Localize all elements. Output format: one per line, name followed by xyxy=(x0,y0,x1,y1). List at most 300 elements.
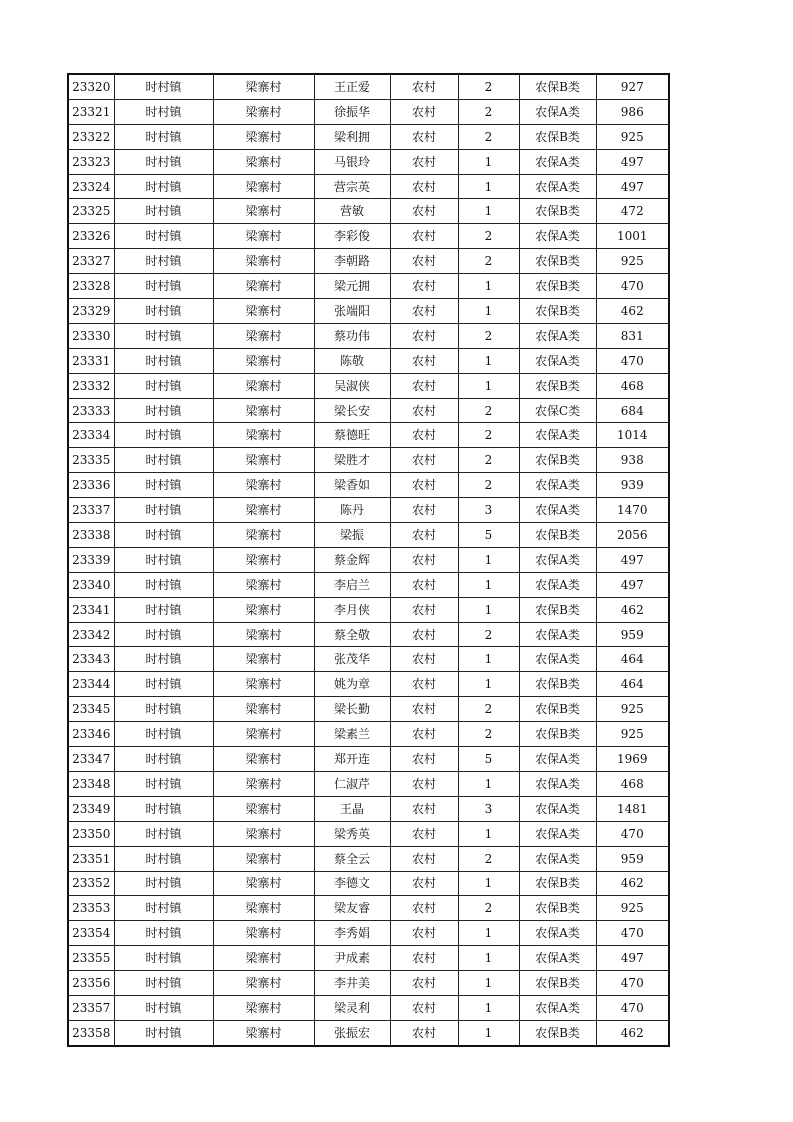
village-cell: 梁寨村 xyxy=(213,498,314,523)
table-row xyxy=(68,199,669,224)
name-cell: 张端阳 xyxy=(314,299,390,324)
amount-cell: 959 xyxy=(596,622,669,647)
town-cell: 时村镇 xyxy=(114,747,213,772)
id-cell: 23358 xyxy=(68,1020,114,1045)
town-cell: 时村镇 xyxy=(114,398,213,423)
village-cell: 梁寨村 xyxy=(213,99,314,124)
household-count-cell: 2 xyxy=(458,722,519,747)
table-row xyxy=(68,796,669,821)
household-count-cell: 2 xyxy=(458,224,519,249)
village-cell: 梁寨村 xyxy=(213,174,314,199)
id-cell: 23328 xyxy=(68,274,114,299)
table-row xyxy=(68,249,669,274)
household-count-cell: 2 xyxy=(458,846,519,871)
village-cell: 梁寨村 xyxy=(213,299,314,324)
area-type-cell: 农村 xyxy=(390,523,458,548)
area-type-cell: 农村 xyxy=(390,124,458,149)
village-cell: 梁寨村 xyxy=(213,274,314,299)
name-cell: 梁利拥 xyxy=(314,124,390,149)
id-cell: 23346 xyxy=(68,722,114,747)
village-cell: 梁寨村 xyxy=(213,249,314,274)
table-row xyxy=(68,498,669,523)
household-count-cell: 2 xyxy=(458,398,519,423)
category-cell: 农保B类 xyxy=(519,971,596,996)
category-cell: 农保A类 xyxy=(519,498,596,523)
id-cell: 23323 xyxy=(68,149,114,174)
table-row xyxy=(68,224,669,249)
household-count-cell: 2 xyxy=(458,249,519,274)
table-row xyxy=(68,547,669,572)
amount-cell: 470 xyxy=(596,995,669,1020)
town-cell: 时村镇 xyxy=(114,423,213,448)
name-cell: 梁友睿 xyxy=(314,896,390,921)
amount-cell: 939 xyxy=(596,473,669,498)
amount-cell: 2056 xyxy=(596,523,669,548)
table-row xyxy=(68,946,669,971)
category-cell: 农保B类 xyxy=(519,249,596,274)
area-type-cell: 农村 xyxy=(390,299,458,324)
area-type-cell: 农村 xyxy=(390,74,458,99)
amount-cell: 464 xyxy=(596,647,669,672)
town-cell: 时村镇 xyxy=(114,448,213,473)
id-cell: 23320 xyxy=(68,74,114,99)
household-count-cell: 2 xyxy=(458,896,519,921)
table-row xyxy=(68,74,669,99)
area-type-cell: 农村 xyxy=(390,771,458,796)
name-cell: 梁香如 xyxy=(314,473,390,498)
table-row xyxy=(68,174,669,199)
amount-cell: 925 xyxy=(596,124,669,149)
table-row xyxy=(68,697,669,722)
category-cell: 农保B类 xyxy=(519,274,596,299)
amount-cell: 497 xyxy=(596,547,669,572)
area-type-cell: 农村 xyxy=(390,846,458,871)
name-cell: 梁秀英 xyxy=(314,821,390,846)
name-cell: 梁振 xyxy=(314,523,390,548)
amount-cell: 925 xyxy=(596,249,669,274)
name-cell: 郑开连 xyxy=(314,747,390,772)
town-cell: 时村镇 xyxy=(114,249,213,274)
amount-cell: 468 xyxy=(596,771,669,796)
amount-cell: 462 xyxy=(596,871,669,896)
table-row xyxy=(68,423,669,448)
id-cell: 23324 xyxy=(68,174,114,199)
area-type-cell: 农村 xyxy=(390,871,458,896)
amount-cell: 925 xyxy=(596,896,669,921)
household-count-cell: 1 xyxy=(458,946,519,971)
category-cell: 农保A类 xyxy=(519,174,596,199)
id-cell: 23335 xyxy=(68,448,114,473)
table-row xyxy=(68,323,669,348)
name-cell: 蔡金辉 xyxy=(314,547,390,572)
amount-cell: 470 xyxy=(596,348,669,373)
name-cell: 张振宏 xyxy=(314,1020,390,1045)
id-cell: 23333 xyxy=(68,398,114,423)
village-cell: 梁寨村 xyxy=(213,771,314,796)
village-cell: 梁寨村 xyxy=(213,323,314,348)
amount-cell: 497 xyxy=(596,946,669,971)
table-row xyxy=(68,1020,669,1045)
id-cell: 23342 xyxy=(68,622,114,647)
table-row xyxy=(68,771,669,796)
table-row xyxy=(68,995,669,1020)
id-cell: 23321 xyxy=(68,99,114,124)
village-cell: 梁寨村 xyxy=(213,149,314,174)
household-count-cell: 1 xyxy=(458,348,519,373)
table-row xyxy=(68,448,669,473)
village-cell: 梁寨村 xyxy=(213,348,314,373)
area-type-cell: 农村 xyxy=(390,597,458,622)
town-cell: 时村镇 xyxy=(114,199,213,224)
household-count-cell: 1 xyxy=(458,971,519,996)
town-cell: 时村镇 xyxy=(114,99,213,124)
village-cell: 梁寨村 xyxy=(213,697,314,722)
id-cell: 23326 xyxy=(68,224,114,249)
name-cell: 蔡德旺 xyxy=(314,423,390,448)
category-cell: 农保B类 xyxy=(519,373,596,398)
village-cell: 梁寨村 xyxy=(213,473,314,498)
id-cell: 23350 xyxy=(68,821,114,846)
village-cell: 梁寨村 xyxy=(213,199,314,224)
name-cell: 梁长安 xyxy=(314,398,390,423)
village-cell: 梁寨村 xyxy=(213,523,314,548)
category-cell: 农保B类 xyxy=(519,896,596,921)
name-cell: 营宗英 xyxy=(314,174,390,199)
id-cell: 23347 xyxy=(68,747,114,772)
town-cell: 时村镇 xyxy=(114,697,213,722)
town-cell: 时村镇 xyxy=(114,124,213,149)
village-cell: 梁寨村 xyxy=(213,572,314,597)
area-type-cell: 农村 xyxy=(390,971,458,996)
category-cell: 农保A类 xyxy=(519,224,596,249)
name-cell: 梁胜才 xyxy=(314,448,390,473)
category-cell: 农保B类 xyxy=(519,697,596,722)
name-cell: 姚为章 xyxy=(314,672,390,697)
household-count-cell: 1 xyxy=(458,1020,519,1045)
area-type-cell: 农村 xyxy=(390,174,458,199)
household-count-cell: 3 xyxy=(458,796,519,821)
id-cell: 23340 xyxy=(68,572,114,597)
category-cell: 农保B类 xyxy=(519,199,596,224)
name-cell: 尹成素 xyxy=(314,946,390,971)
household-count-cell: 2 xyxy=(458,124,519,149)
category-cell: 农保B类 xyxy=(519,523,596,548)
area-type-cell: 农村 xyxy=(390,149,458,174)
table-row xyxy=(68,747,669,772)
name-cell: 吴淑侠 xyxy=(314,373,390,398)
amount-cell: 470 xyxy=(596,821,669,846)
area-type-cell: 农村 xyxy=(390,448,458,473)
amount-cell: 470 xyxy=(596,274,669,299)
amount-cell: 462 xyxy=(596,299,669,324)
area-type-cell: 农村 xyxy=(390,423,458,448)
area-type-cell: 农村 xyxy=(390,547,458,572)
table-row xyxy=(68,99,669,124)
town-cell: 时村镇 xyxy=(114,896,213,921)
name-cell: 李秀娟 xyxy=(314,921,390,946)
id-cell: 23327 xyxy=(68,249,114,274)
town-cell: 时村镇 xyxy=(114,821,213,846)
id-cell: 23357 xyxy=(68,995,114,1020)
amount-cell: 497 xyxy=(596,174,669,199)
household-count-cell: 5 xyxy=(458,747,519,772)
area-type-cell: 农村 xyxy=(390,99,458,124)
table-body xyxy=(68,74,669,1046)
household-count-cell: 2 xyxy=(458,473,519,498)
table-row xyxy=(68,896,669,921)
name-cell: 营敏 xyxy=(314,199,390,224)
category-cell: 农保A类 xyxy=(519,796,596,821)
household-count-cell: 2 xyxy=(458,74,519,99)
area-type-cell: 农村 xyxy=(390,473,458,498)
area-type-cell: 农村 xyxy=(390,697,458,722)
table-row xyxy=(68,846,669,871)
amount-cell: 470 xyxy=(596,971,669,996)
area-type-cell: 农村 xyxy=(390,995,458,1020)
name-cell: 马银玲 xyxy=(314,149,390,174)
id-cell: 23348 xyxy=(68,771,114,796)
town-cell: 时村镇 xyxy=(114,946,213,971)
id-cell: 23337 xyxy=(68,498,114,523)
village-cell: 梁寨村 xyxy=(213,846,314,871)
category-cell: 农保B类 xyxy=(519,74,596,99)
table-row xyxy=(68,124,669,149)
id-cell: 23351 xyxy=(68,846,114,871)
name-cell: 李月侠 xyxy=(314,597,390,622)
name-cell: 李朝路 xyxy=(314,249,390,274)
name-cell: 李启兰 xyxy=(314,572,390,597)
household-count-cell: 1 xyxy=(458,921,519,946)
area-type-cell: 农村 xyxy=(390,921,458,946)
village-cell: 梁寨村 xyxy=(213,871,314,896)
category-cell: 农保A类 xyxy=(519,423,596,448)
name-cell: 徐振华 xyxy=(314,99,390,124)
town-cell: 时村镇 xyxy=(114,771,213,796)
category-cell: 农保B类 xyxy=(519,299,596,324)
town-cell: 时村镇 xyxy=(114,722,213,747)
area-type-cell: 农村 xyxy=(390,398,458,423)
town-cell: 时村镇 xyxy=(114,299,213,324)
area-type-cell: 农村 xyxy=(390,821,458,846)
household-count-cell: 2 xyxy=(458,99,519,124)
village-cell: 梁寨村 xyxy=(213,622,314,647)
area-type-cell: 农村 xyxy=(390,747,458,772)
town-cell: 时村镇 xyxy=(114,597,213,622)
id-cell: 23330 xyxy=(68,323,114,348)
amount-cell: 1001 xyxy=(596,224,669,249)
category-cell: 农保A类 xyxy=(519,473,596,498)
category-cell: 农保B类 xyxy=(519,448,596,473)
category-cell: 农保A类 xyxy=(519,622,596,647)
table-row xyxy=(68,523,669,548)
amount-cell: 938 xyxy=(596,448,669,473)
table-row xyxy=(68,921,669,946)
amount-cell: 1470 xyxy=(596,498,669,523)
category-cell: 农保A类 xyxy=(519,99,596,124)
town-cell: 时村镇 xyxy=(114,796,213,821)
town-cell: 时村镇 xyxy=(114,572,213,597)
id-cell: 23344 xyxy=(68,672,114,697)
town-cell: 时村镇 xyxy=(114,1020,213,1045)
amount-cell: 1969 xyxy=(596,747,669,772)
town-cell: 时村镇 xyxy=(114,149,213,174)
category-cell: 农保A类 xyxy=(519,921,596,946)
table-row xyxy=(68,473,669,498)
village-cell: 梁寨村 xyxy=(213,597,314,622)
household-count-cell: 2 xyxy=(458,423,519,448)
id-cell: 23343 xyxy=(68,647,114,672)
amount-cell: 925 xyxy=(596,722,669,747)
household-count-cell: 1 xyxy=(458,995,519,1020)
category-cell: 农保B类 xyxy=(519,722,596,747)
village-cell: 梁寨村 xyxy=(213,647,314,672)
household-count-cell: 1 xyxy=(458,821,519,846)
town-cell: 时村镇 xyxy=(114,74,213,99)
amount-cell: 462 xyxy=(596,597,669,622)
category-cell: 农保C类 xyxy=(519,398,596,423)
town-cell: 时村镇 xyxy=(114,871,213,896)
amount-cell: 925 xyxy=(596,697,669,722)
village-cell: 梁寨村 xyxy=(213,398,314,423)
town-cell: 时村镇 xyxy=(114,274,213,299)
town-cell: 时村镇 xyxy=(114,921,213,946)
area-type-cell: 农村 xyxy=(390,572,458,597)
table-row xyxy=(68,398,669,423)
village-cell: 梁寨村 xyxy=(213,821,314,846)
area-type-cell: 农村 xyxy=(390,249,458,274)
id-cell: 23355 xyxy=(68,946,114,971)
name-cell: 梁素兰 xyxy=(314,722,390,747)
name-cell: 陈丹 xyxy=(314,498,390,523)
amount-cell: 959 xyxy=(596,846,669,871)
town-cell: 时村镇 xyxy=(114,498,213,523)
category-cell: 农保B类 xyxy=(519,1020,596,1045)
household-count-cell: 1 xyxy=(458,199,519,224)
category-cell: 农保B类 xyxy=(519,672,596,697)
id-cell: 23332 xyxy=(68,373,114,398)
household-count-cell: 1 xyxy=(458,299,519,324)
area-type-cell: 农村 xyxy=(390,498,458,523)
village-cell: 梁寨村 xyxy=(213,423,314,448)
village-cell: 梁寨村 xyxy=(213,747,314,772)
area-type-cell: 农村 xyxy=(390,224,458,249)
village-cell: 梁寨村 xyxy=(213,547,314,572)
category-cell: 农保A类 xyxy=(519,547,596,572)
category-cell: 农保A类 xyxy=(519,771,596,796)
name-cell: 张茂华 xyxy=(314,647,390,672)
name-cell: 仁淑芹 xyxy=(314,771,390,796)
name-cell: 李彩俊 xyxy=(314,224,390,249)
table-row xyxy=(68,722,669,747)
amount-cell: 927 xyxy=(596,74,669,99)
category-cell: 农保A类 xyxy=(519,821,596,846)
id-cell: 23345 xyxy=(68,697,114,722)
area-type-cell: 农村 xyxy=(390,622,458,647)
category-cell: 农保B类 xyxy=(519,871,596,896)
table-row xyxy=(68,274,669,299)
town-cell: 时村镇 xyxy=(114,547,213,572)
amount-cell: 831 xyxy=(596,323,669,348)
town-cell: 时村镇 xyxy=(114,348,213,373)
name-cell: 李井美 xyxy=(314,971,390,996)
household-count-cell: 2 xyxy=(458,323,519,348)
amount-cell: 468 xyxy=(596,373,669,398)
name-cell: 梁元拥 xyxy=(314,274,390,299)
table-row xyxy=(68,871,669,896)
category-cell: 农保A类 xyxy=(519,846,596,871)
village-cell: 梁寨村 xyxy=(213,1020,314,1045)
town-cell: 时村镇 xyxy=(114,224,213,249)
category-cell: 农保A类 xyxy=(519,149,596,174)
household-count-cell: 1 xyxy=(458,373,519,398)
id-cell: 23349 xyxy=(68,796,114,821)
household-count-cell: 3 xyxy=(458,498,519,523)
table-row xyxy=(68,149,669,174)
amount-cell: 497 xyxy=(596,572,669,597)
area-type-cell: 农村 xyxy=(390,323,458,348)
id-cell: 23338 xyxy=(68,523,114,548)
area-type-cell: 农村 xyxy=(390,274,458,299)
name-cell: 王晶 xyxy=(314,796,390,821)
village-cell: 梁寨村 xyxy=(213,373,314,398)
table-row xyxy=(68,299,669,324)
household-count-cell: 1 xyxy=(458,149,519,174)
id-cell: 23331 xyxy=(68,348,114,373)
category-cell: 农保A类 xyxy=(519,647,596,672)
name-cell: 蔡全云 xyxy=(314,846,390,871)
id-cell: 23322 xyxy=(68,124,114,149)
table-row xyxy=(68,821,669,846)
household-count-cell: 1 xyxy=(458,871,519,896)
name-cell: 陈敬 xyxy=(314,348,390,373)
household-count-cell: 1 xyxy=(458,597,519,622)
household-count-cell: 1 xyxy=(458,274,519,299)
village-cell: 梁寨村 xyxy=(213,74,314,99)
village-cell: 梁寨村 xyxy=(213,796,314,821)
id-cell: 23354 xyxy=(68,921,114,946)
category-cell: 农保A类 xyxy=(519,747,596,772)
table-row xyxy=(68,647,669,672)
town-cell: 时村镇 xyxy=(114,971,213,996)
category-cell: 农保A类 xyxy=(519,348,596,373)
id-cell: 23334 xyxy=(68,423,114,448)
name-cell: 梁长勤 xyxy=(314,697,390,722)
amount-cell: 684 xyxy=(596,398,669,423)
category-cell: 农保A类 xyxy=(519,323,596,348)
household-count-cell: 1 xyxy=(458,174,519,199)
category-cell: 农保B类 xyxy=(519,597,596,622)
id-cell: 23341 xyxy=(68,597,114,622)
village-cell: 梁寨村 xyxy=(213,722,314,747)
household-count-cell: 2 xyxy=(458,622,519,647)
town-cell: 时村镇 xyxy=(114,323,213,348)
table-row xyxy=(68,622,669,647)
town-cell: 时村镇 xyxy=(114,672,213,697)
area-type-cell: 农村 xyxy=(390,672,458,697)
town-cell: 时村镇 xyxy=(114,995,213,1020)
name-cell: 梁灵利 xyxy=(314,995,390,1020)
allowance-table xyxy=(67,73,670,1047)
category-cell: 农保B类 xyxy=(519,124,596,149)
id-cell: 23352 xyxy=(68,871,114,896)
household-count-cell: 1 xyxy=(458,647,519,672)
amount-cell: 1481 xyxy=(596,796,669,821)
area-type-cell: 农村 xyxy=(390,946,458,971)
household-count-cell: 5 xyxy=(458,523,519,548)
name-cell: 李德文 xyxy=(314,871,390,896)
table-row xyxy=(68,572,669,597)
area-type-cell: 农村 xyxy=(390,199,458,224)
